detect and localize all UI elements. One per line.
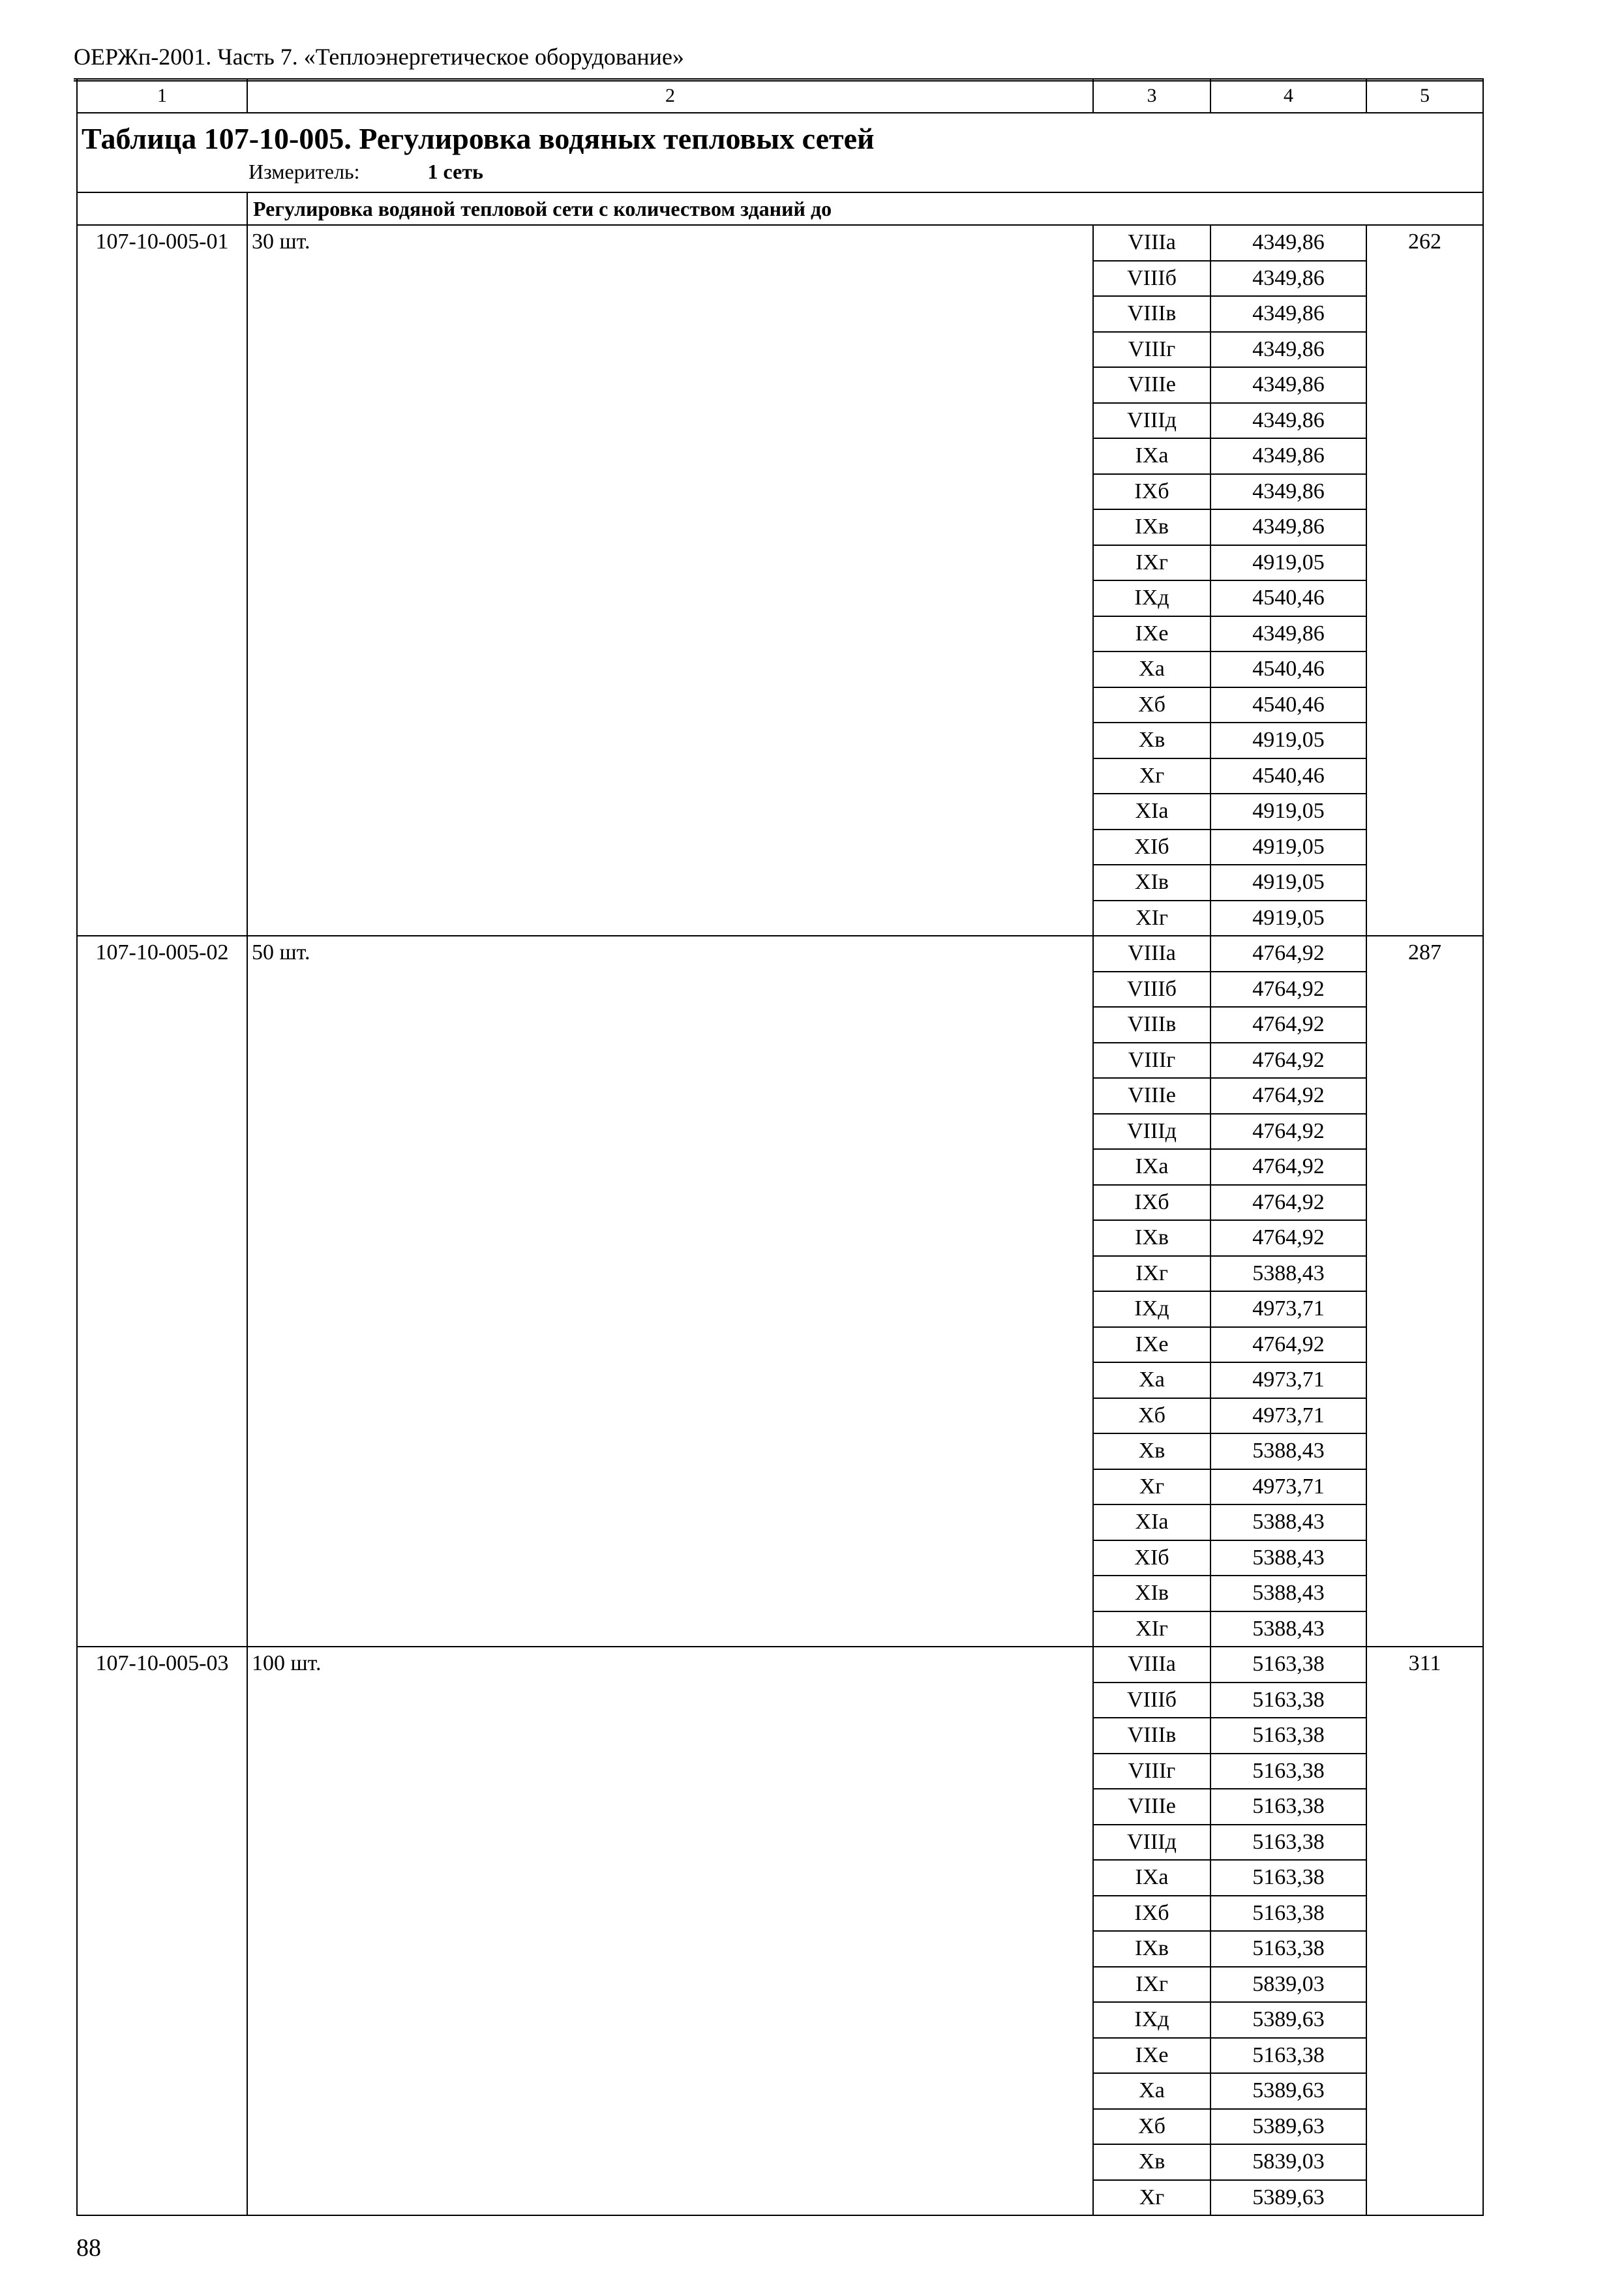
zone-cell: IXв	[1093, 1220, 1210, 1256]
price-cell: 5389,63	[1210, 2109, 1366, 2145]
zone-cell: Xа	[1093, 651, 1210, 687]
price-cell: 5388,43	[1210, 1256, 1366, 1292]
extra-value: 311	[1366, 1647, 1483, 2215]
zone-cell: Xв	[1093, 1433, 1210, 1469]
price-cell: 4919,05	[1210, 901, 1366, 936]
price-cell: 4973,71	[1210, 1362, 1366, 1398]
price-cell: 5163,38	[1210, 1825, 1366, 1861]
price-cell: 4764,92	[1210, 1078, 1366, 1114]
price-cell: 5163,38	[1210, 1647, 1366, 1683]
section-row	[77, 192, 1483, 225]
price-cell: 5388,43	[1210, 1504, 1366, 1540]
zone-cell: Xв	[1093, 723, 1210, 758]
price-cell: 4973,71	[1210, 1469, 1366, 1505]
page-number: 88	[76, 2234, 101, 2262]
zone-cell: Xв	[1093, 2144, 1210, 2180]
zone-cell: XIб	[1093, 830, 1210, 865]
column-number: 2	[247, 79, 1093, 113]
price-cell: 5163,38	[1210, 1754, 1366, 1789]
price-cell: 4349,86	[1210, 509, 1366, 545]
zone-cell: XIб	[1093, 1540, 1210, 1576]
table-title-cell	[77, 113, 1483, 192]
price-cell: 4764,92	[1210, 1114, 1366, 1150]
price-cell: 4919,05	[1210, 545, 1366, 581]
zone-cell: VIIIв	[1093, 1718, 1210, 1754]
price-cell: 4973,71	[1210, 1398, 1366, 1434]
price-cell: 4764,92	[1210, 1327, 1366, 1363]
meter-value: 1 сеть	[427, 160, 483, 183]
price-cell: 4349,86	[1210, 296, 1366, 332]
column-number-row	[77, 79, 1483, 113]
price-cell: 5163,38	[1210, 1718, 1366, 1754]
price-cell: 4764,92	[1210, 972, 1366, 1008]
zone-cell: VIIIг	[1093, 1043, 1210, 1079]
price-cell: 5163,38	[1210, 2038, 1366, 2074]
zone-cell: Xб	[1093, 2109, 1210, 2145]
price-cell: 4540,46	[1210, 758, 1366, 794]
zone-cell: IXб	[1093, 1896, 1210, 1932]
price-cell: 4919,05	[1210, 865, 1366, 901]
rate-code: 107-10-005-03	[77, 1647, 247, 2215]
zone-cell: XIг	[1093, 901, 1210, 936]
zone-cell: IXг	[1093, 1256, 1210, 1292]
zone-cell: VIIIг	[1093, 1754, 1210, 1789]
price-cell: 5389,63	[1210, 2073, 1366, 2109]
zone-cell: VIIIв	[1093, 296, 1210, 332]
price-cell: 5163,38	[1210, 1896, 1366, 1932]
zone-cell: IXб	[1093, 1185, 1210, 1221]
price-cell: 4349,86	[1210, 474, 1366, 510]
price-cell: 4764,92	[1210, 1185, 1366, 1221]
zone-cell: VIIIг	[1093, 332, 1210, 368]
zone-cell: Xг	[1093, 1469, 1210, 1505]
price-cell: 4764,92	[1210, 1043, 1366, 1079]
rate-description: 100 шт.	[247, 1647, 1093, 2215]
rate-description: 30 шт.	[247, 225, 1093, 936]
rates-table	[76, 78, 1484, 2216]
price-cell: 5389,63	[1210, 2180, 1366, 2216]
extra-value: 287	[1366, 936, 1483, 1647]
zone-cell: Xб	[1093, 1398, 1210, 1434]
zone-cell: VIIIб	[1093, 261, 1210, 297]
rate-code: 107-10-005-02	[77, 936, 247, 1647]
zone-cell: Xа	[1093, 2073, 1210, 2109]
meter	[82, 160, 1479, 184]
price-cell: 4349,86	[1210, 332, 1366, 368]
price-cell: 5839,03	[1210, 2144, 1366, 2180]
zone-cell: VIIIе	[1093, 367, 1210, 403]
zone-cell: IXв	[1093, 1931, 1210, 1967]
column-number: 4	[1210, 79, 1366, 113]
price-cell: 4349,86	[1210, 261, 1366, 297]
table-title: Таблица 107-10-005. Регулировка водяных тепловых сетей	[82, 122, 875, 155]
price-cell: 4919,05	[1210, 794, 1366, 830]
zone-cell: VIIIе	[1093, 1078, 1210, 1114]
section-label: Регулировка водяной тепловой сети с количеством зданий до	[247, 192, 1483, 225]
price-cell: 4764,92	[1210, 936, 1366, 972]
price-cell: 4349,86	[1210, 225, 1366, 261]
table-row	[77, 1647, 1483, 1683]
table-row	[77, 225, 1483, 261]
zone-cell: IXе	[1093, 616, 1210, 652]
price-cell: 4973,71	[1210, 1291, 1366, 1327]
price-cell: 4764,92	[1210, 1149, 1366, 1185]
price-cell: 5163,38	[1210, 1683, 1366, 1718]
zone-cell: IXа	[1093, 1860, 1210, 1896]
price-cell: 5388,43	[1210, 1540, 1366, 1576]
extra-value: 262	[1366, 225, 1483, 936]
price-cell: 4540,46	[1210, 687, 1366, 723]
price-cell: 4919,05	[1210, 723, 1366, 758]
price-cell: 4349,86	[1210, 438, 1366, 474]
price-cell: 5839,03	[1210, 1967, 1366, 2003]
price-cell: 4349,86	[1210, 403, 1366, 439]
table-row	[77, 936, 1483, 972]
zone-cell: XIв	[1093, 865, 1210, 901]
zone-cell: IXв	[1093, 509, 1210, 545]
price-cell: 5388,43	[1210, 1433, 1366, 1469]
zone-cell: VIIIб	[1093, 972, 1210, 1008]
column-number: 1	[77, 79, 247, 113]
running-header: ОЕРЖп-2001. Часть 7. «Теплоэнергетическое оборудование»	[74, 39, 1482, 82]
zone-cell: IXб	[1093, 474, 1210, 510]
zone-cell: Xг	[1093, 758, 1210, 794]
zone-cell: Xг	[1093, 2180, 1210, 2216]
zone-cell: VIIIд	[1093, 1825, 1210, 1861]
zone-cell: VIIIа	[1093, 936, 1210, 972]
price-cell: 4540,46	[1210, 651, 1366, 687]
zone-cell: VIIIв	[1093, 1007, 1210, 1043]
zone-cell: IXд	[1093, 2002, 1210, 2038]
zone-cell: IXе	[1093, 1327, 1210, 1363]
zone-cell: VIIIд	[1093, 403, 1210, 439]
zone-cell: VIIIе	[1093, 1789, 1210, 1825]
zone-cell: VIIIд	[1093, 1114, 1210, 1150]
price-cell: 5389,63	[1210, 2002, 1366, 2038]
zone-cell: VIIIа	[1093, 1647, 1210, 1683]
zone-cell: XIа	[1093, 794, 1210, 830]
zone-cell: IXг	[1093, 1967, 1210, 2003]
zone-cell: XIг	[1093, 1611, 1210, 1647]
zone-cell: IXа	[1093, 1149, 1210, 1185]
table-title-row	[77, 113, 1483, 192]
zone-cell: IXе	[1093, 2038, 1210, 2074]
zone-cell: VIIIа	[1093, 225, 1210, 261]
price-cell: 4540,46	[1210, 580, 1366, 616]
price-cell: 4919,05	[1210, 830, 1366, 865]
zone-cell: IXа	[1093, 438, 1210, 474]
zone-cell: VIIIб	[1093, 1683, 1210, 1718]
zone-cell: IXг	[1093, 545, 1210, 581]
column-number: 5	[1366, 79, 1483, 113]
rate-code: 107-10-005-01	[77, 225, 247, 936]
price-cell: 5163,38	[1210, 1789, 1366, 1825]
zone-cell: IXд	[1093, 1291, 1210, 1327]
zone-cell: Xб	[1093, 687, 1210, 723]
price-cell: 5163,38	[1210, 1860, 1366, 1896]
column-number: 3	[1093, 79, 1210, 113]
zone-cell: IXд	[1093, 580, 1210, 616]
zone-cell: XIв	[1093, 1576, 1210, 1611]
price-cell: 4349,86	[1210, 616, 1366, 652]
price-cell: 4349,86	[1210, 367, 1366, 403]
price-cell: 4764,92	[1210, 1220, 1366, 1256]
section-empty-cell	[77, 192, 247, 225]
price-cell: 5388,43	[1210, 1576, 1366, 1611]
price-cell: 4764,92	[1210, 1007, 1366, 1043]
price-cell: 5388,43	[1210, 1611, 1366, 1647]
zone-cell: XIа	[1093, 1504, 1210, 1540]
price-cell: 5163,38	[1210, 1931, 1366, 1967]
rate-description: 50 шт.	[247, 936, 1093, 1647]
meter-label: Измеритель:	[248, 160, 360, 183]
zone-cell: Xа	[1093, 1362, 1210, 1398]
